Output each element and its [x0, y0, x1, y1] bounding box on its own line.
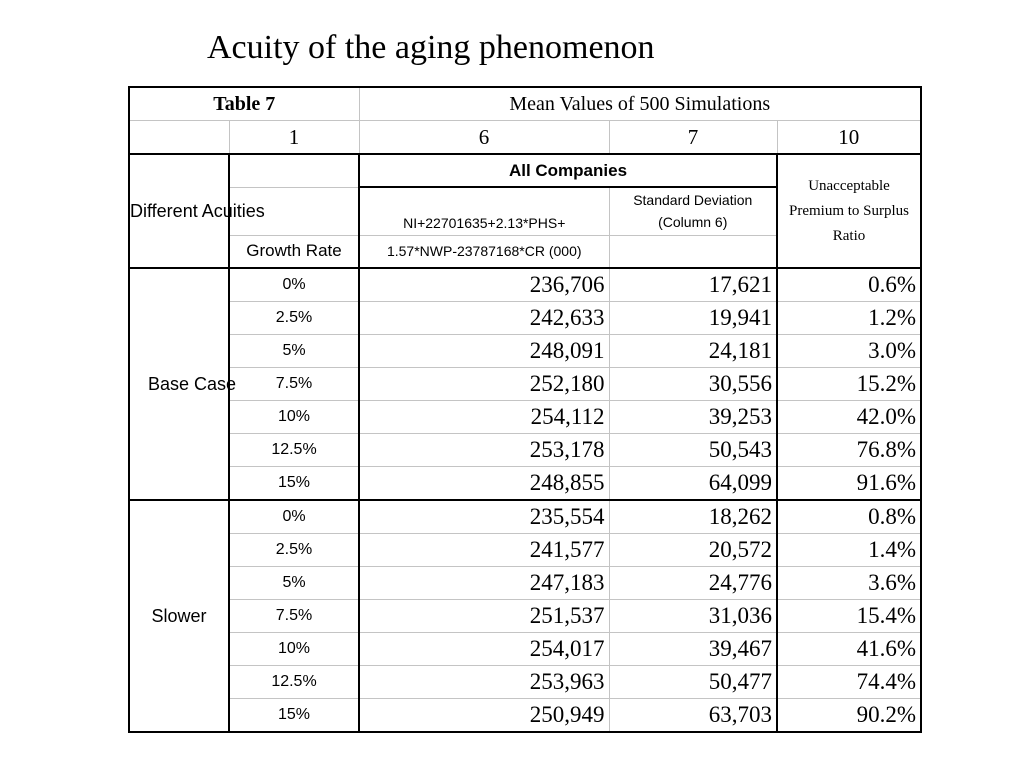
table-row — [129, 666, 921, 699]
mean-value-cell: 248,855 — [359, 467, 609, 501]
growth-rate-cell: 10% — [229, 633, 359, 666]
growth-rate-cell: 12.5% — [229, 434, 359, 467]
ratio-cell: 15.2% — [777, 368, 921, 401]
std-dev-cell: 30,556 — [609, 368, 777, 401]
std-dev-cell: 63,703 — [609, 699, 777, 733]
group-label: Slower — [129, 500, 229, 732]
ratio-cell: 3.6% — [777, 567, 921, 600]
ratio-header: Unacceptable Premium to Surplus Ratio — [777, 154, 921, 268]
std-dev-cell: 39,253 — [609, 401, 777, 434]
mean-value-cell: 241,577 — [359, 534, 609, 567]
growth-rate-cell: 7.5% — [229, 368, 359, 401]
col-number-10: 10 — [777, 121, 921, 155]
mean-value-cell: 235,554 — [359, 500, 609, 534]
std-dev-cell: 18,262 — [609, 500, 777, 534]
ratio-cell: 42.0% — [777, 401, 921, 434]
growth-rate-cell: 7.5% — [229, 600, 359, 633]
std-dev-cell: 24,181 — [609, 335, 777, 368]
growth-rate-cell: 2.5% — [229, 302, 359, 335]
page-title: Acuity of the aging phenomenon — [207, 29, 655, 66]
table-row — [129, 534, 921, 567]
table-row — [129, 567, 921, 600]
table-row — [129, 467, 921, 501]
ratio-cell: 76.8% — [777, 434, 921, 467]
table-row — [129, 335, 921, 368]
std-dev-cell: 19,941 — [609, 302, 777, 335]
growth-rate-cell: 15% — [229, 699, 359, 733]
std-dev-header: Standard Deviation (Column 6) — [609, 187, 777, 235]
std-dev-cell: 50,543 — [609, 434, 777, 467]
mean-value-cell: 250,949 — [359, 699, 609, 733]
ratio-cell: 0.8% — [777, 500, 921, 534]
ratio-cell: 1.2% — [777, 302, 921, 335]
mean-value-cell: 247,183 — [359, 567, 609, 600]
std-dev-cell: 24,776 — [609, 567, 777, 600]
group-label: Base Case — [129, 268, 229, 500]
blank-cell — [229, 154, 359, 187]
table-row — [129, 268, 921, 302]
table-row — [129, 368, 921, 401]
std-dev-cell: 31,036 — [609, 600, 777, 633]
table-row — [129, 500, 921, 534]
ratio-cell: 74.4% — [777, 666, 921, 699]
different-acuities-label: Different Acuities — [129, 154, 229, 268]
growth-rate-header: Growth Rate — [229, 235, 359, 268]
std-dev-cell: 20,572 — [609, 534, 777, 567]
growth-rate-cell: 2.5% — [229, 534, 359, 567]
growth-rate-cell: 0% — [229, 268, 359, 302]
ratio-cell: 91.6% — [777, 467, 921, 501]
formula-line-2: 1.57*NWP-23787168*CR (000) — [359, 235, 609, 268]
ratio-cell: 0.6% — [777, 268, 921, 302]
col-number-6: 6 — [359, 121, 609, 155]
blank-cell — [609, 235, 777, 268]
mean-value-cell: 254,017 — [359, 633, 609, 666]
growth-rate-cell: 5% — [229, 567, 359, 600]
mean-value-cell: 236,706 — [359, 268, 609, 302]
ratio-cell: 15.4% — [777, 600, 921, 633]
acuity-table — [128, 86, 922, 733]
blank-cell — [129, 121, 229, 155]
mean-value-cell: 252,180 — [359, 368, 609, 401]
table-row — [129, 302, 921, 335]
ratio-cell: 41.6% — [777, 633, 921, 666]
growth-rate-cell: 15% — [229, 467, 359, 501]
table-row — [129, 600, 921, 633]
growth-rate-cell: 0% — [229, 500, 359, 534]
mean-values-header: Mean Values of 500 Simulations — [359, 87, 921, 121]
std-dev-cell: 17,621 — [609, 268, 777, 302]
mean-value-cell: 253,963 — [359, 666, 609, 699]
table-row — [129, 699, 921, 733]
mean-value-cell: 248,091 — [359, 335, 609, 368]
std-dev-cell: 64,099 — [609, 467, 777, 501]
ratio-cell: 1.4% — [777, 534, 921, 567]
growth-rate-cell: 10% — [229, 401, 359, 434]
ratio-cell: 90.2% — [777, 699, 921, 733]
std-dev-cell: 39,467 — [609, 633, 777, 666]
mean-value-cell: 253,178 — [359, 434, 609, 467]
all-companies-header: All Companies — [359, 154, 777, 187]
formula-line-1: NI+22701635+2.13*PHS+ — [359, 187, 609, 235]
col-number-1: 1 — [229, 121, 359, 155]
growth-rate-cell: 12.5% — [229, 666, 359, 699]
col-number-7: 7 — [609, 121, 777, 155]
table-label: Table 7 — [129, 87, 359, 121]
std-dev-cell: 50,477 — [609, 666, 777, 699]
table-row — [129, 633, 921, 666]
table-row — [129, 434, 921, 467]
ratio-cell: 3.0% — [777, 335, 921, 368]
mean-value-cell: 242,633 — [359, 302, 609, 335]
mean-value-cell: 251,537 — [359, 600, 609, 633]
table-row — [129, 401, 921, 434]
mean-value-cell: 254,112 — [359, 401, 609, 434]
growth-rate-cell: 5% — [229, 335, 359, 368]
